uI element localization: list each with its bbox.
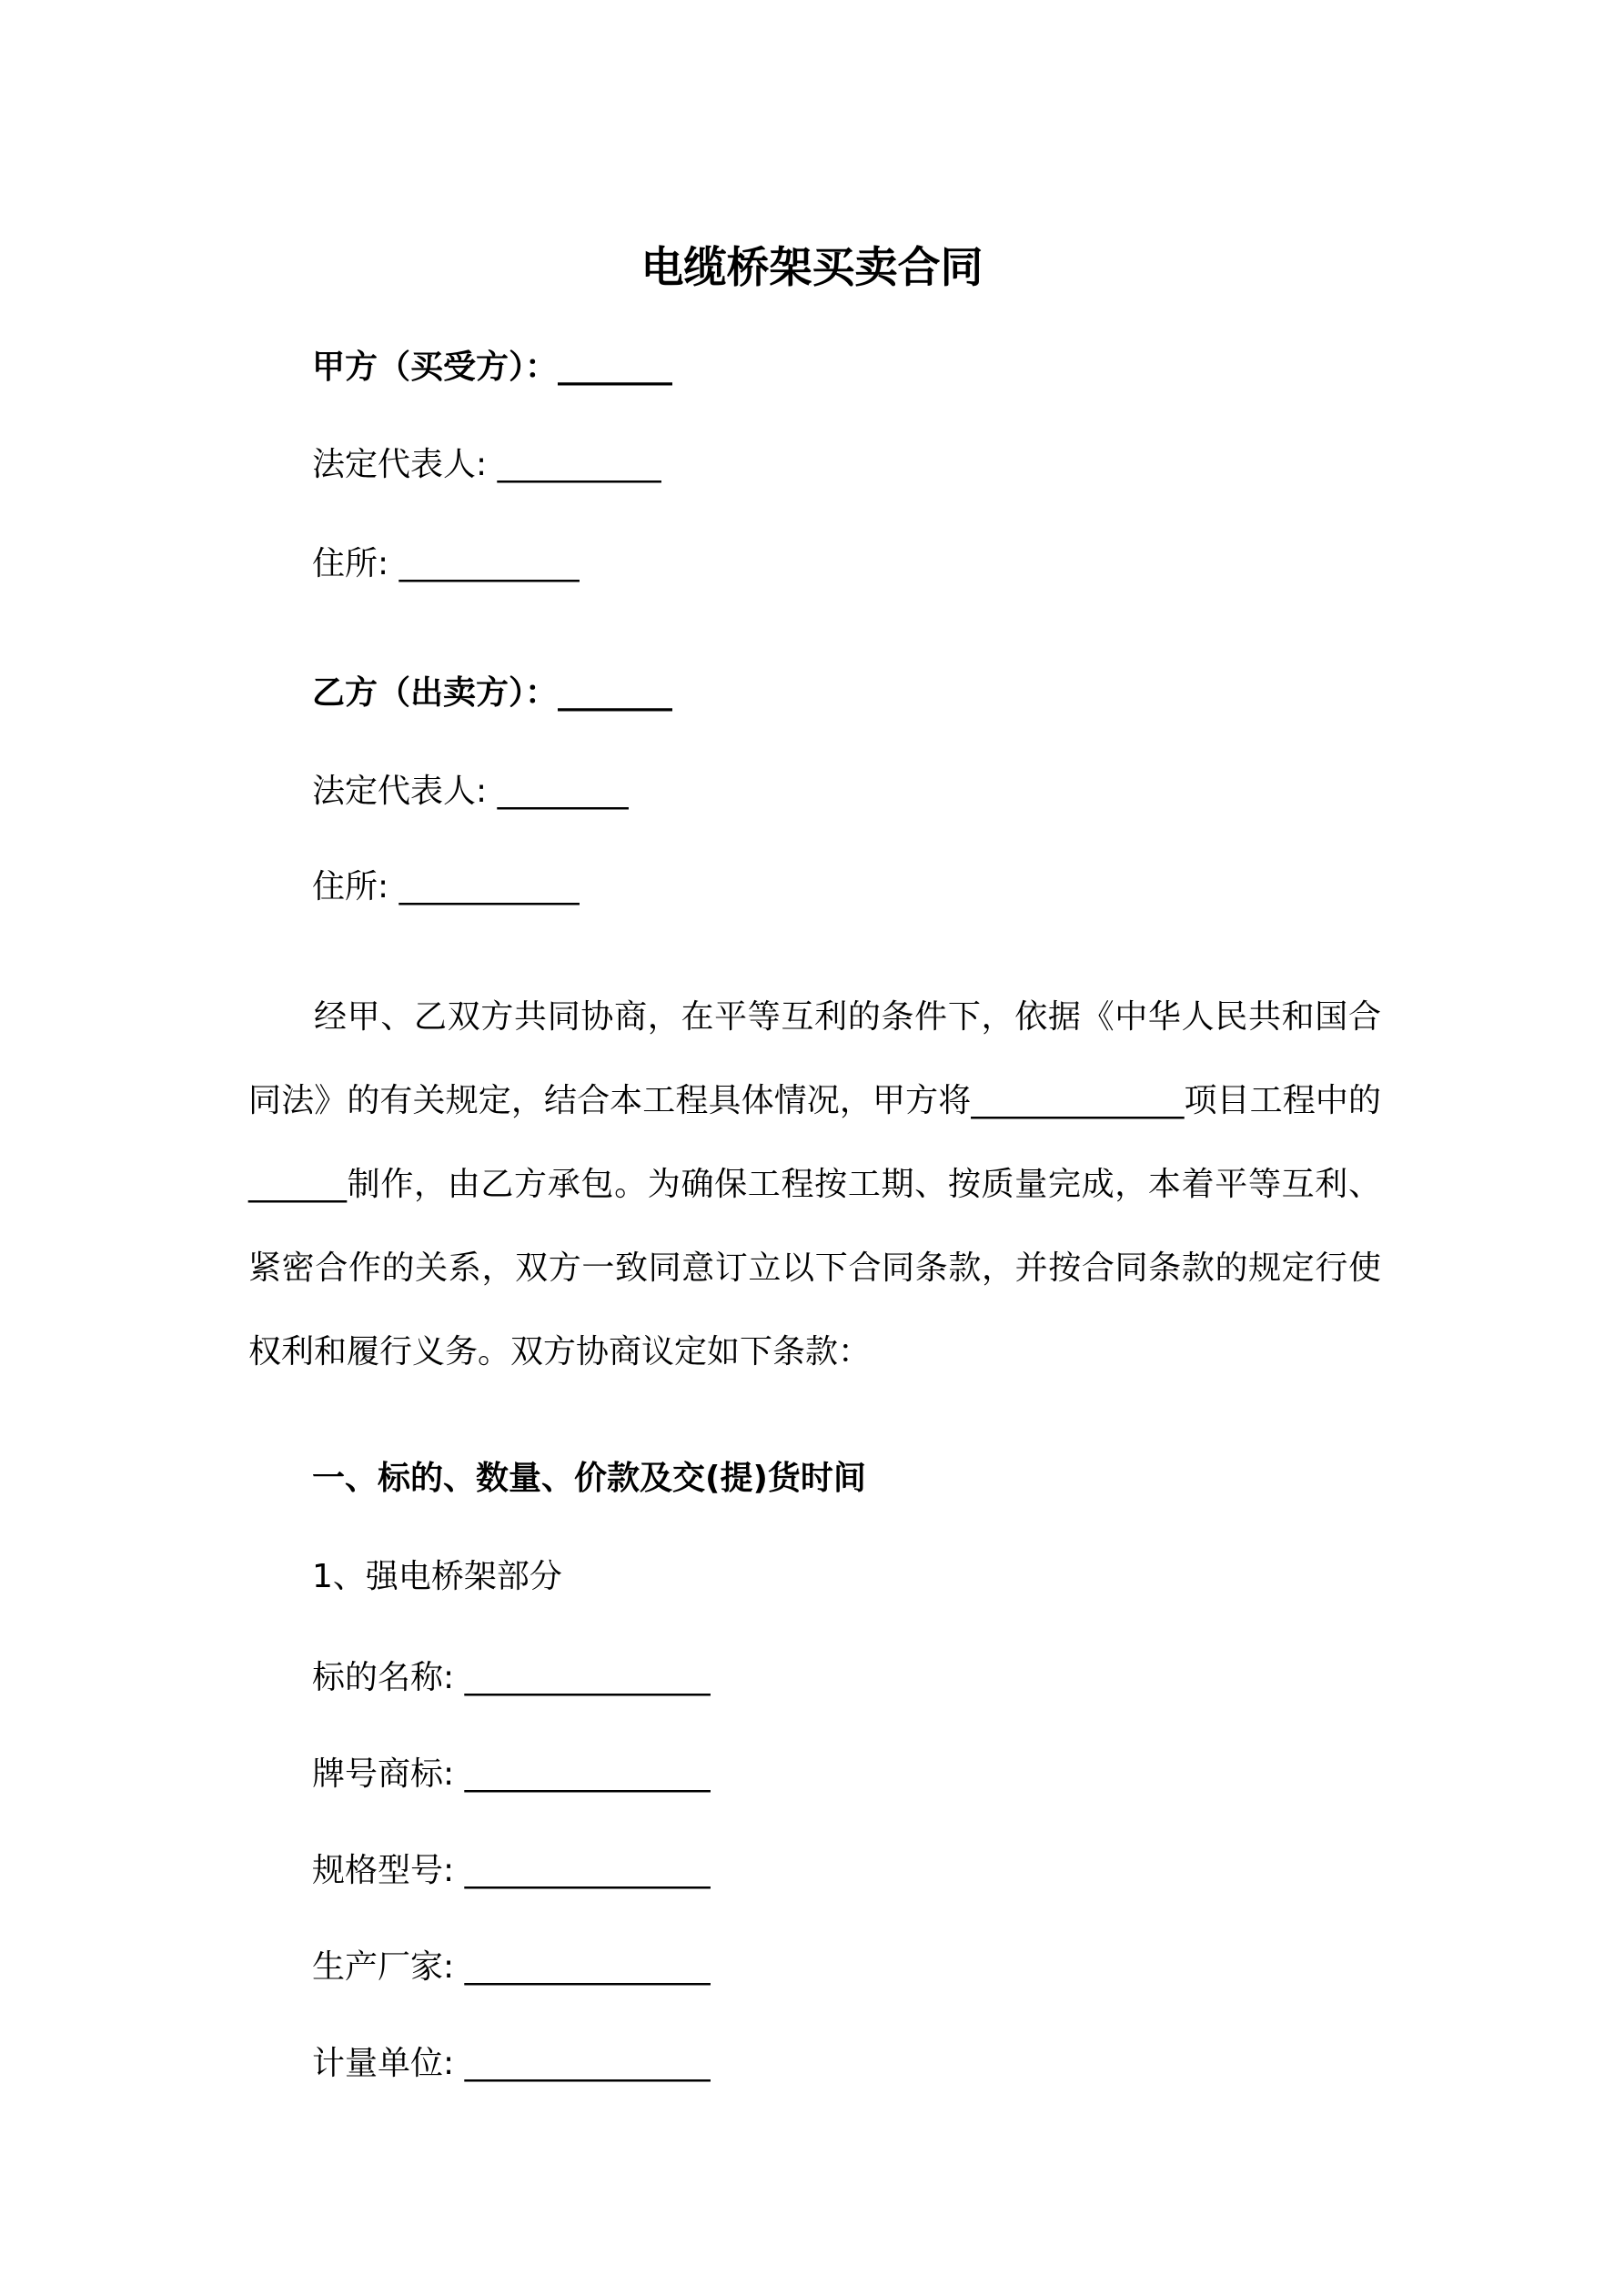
item-1-title: 1、强电桥架部分	[312, 1558, 562, 1595]
party-a-legal-rep-line	[312, 441, 661, 489]
party-a-address-line	[312, 541, 580, 588]
party-a-label: 甲方（买受方）：	[312, 349, 559, 386]
party-b-label: 乙方（出卖方）：	[312, 674, 559, 712]
manufacturer-blank: _______________	[464, 1948, 711, 1986]
field-line-manufacturer	[312, 1944, 711, 1991]
doc-title: 电缆桥架买卖合同	[641, 243, 983, 293]
party-a-legal-rep-blank: __________	[497, 446, 661, 483]
party-b-legal-rep-line	[312, 768, 629, 815]
subject-name-label: 标的名称:	[312, 1659, 465, 1696]
party-b-legal-rep-blank: ________	[497, 773, 629, 810]
unit-of-measure-label: 计量单位:	[312, 2045, 465, 2082]
field-line-brand-trademark	[312, 1751, 711, 1798]
field-line-spec-model	[312, 1847, 711, 1895]
party-b-address-blank: ___________	[398, 868, 580, 905]
party-b-legal-rep-label: 法定代表人:	[312, 773, 498, 810]
brand-trademark-label: 牌号商标:	[312, 1755, 465, 1793]
party-b-line	[312, 670, 672, 717]
spec-model-blank: _______________	[464, 1852, 711, 1889]
field-line-unit-of-measure	[312, 2040, 711, 2088]
party-b-address-label: 住所:	[312, 868, 399, 905]
party-a-blank: _______	[558, 349, 673, 386]
manufacturer-label: 生产厂家:	[312, 1948, 465, 1986]
preamble-paragraph: 经甲、乙双方共同协商，在平等互利的条件下，依据《中华人民共和国合同法》的有关规定，结合本工程具体情况，甲方将_____________项目工程中的______制作，由乙方承包。为确保工程按工期、按质量完成，本着平等互利、紧密合作的关系，双方一致同意订立以下合同条款，并按合同条款的规定行使权利和履行义务。双方协商议定如下条款：	[248, 998, 1381, 1371]
party-a-address-label: 住所:	[312, 545, 399, 582]
subject-name-blank: _______________	[464, 1659, 711, 1696]
party-a-address-blank: ___________	[398, 545, 580, 582]
field-line-subject-name	[312, 1654, 711, 1702]
party-b-blank: _______	[558, 674, 673, 712]
spec-model-label: 规格型号:	[312, 1852, 465, 1889]
party-a-legal-rep-label: 法定代表人:	[312, 446, 498, 483]
party-a-line	[312, 344, 672, 391]
section-1-heading: 一、标的、数量、价款及交(提)货时间	[312, 1460, 866, 1497]
brand-trademark-blank: _______________	[464, 1755, 711, 1793]
party-b-address-line	[312, 864, 580, 911]
unit-of-measure-blank: _______________	[464, 2045, 711, 2082]
